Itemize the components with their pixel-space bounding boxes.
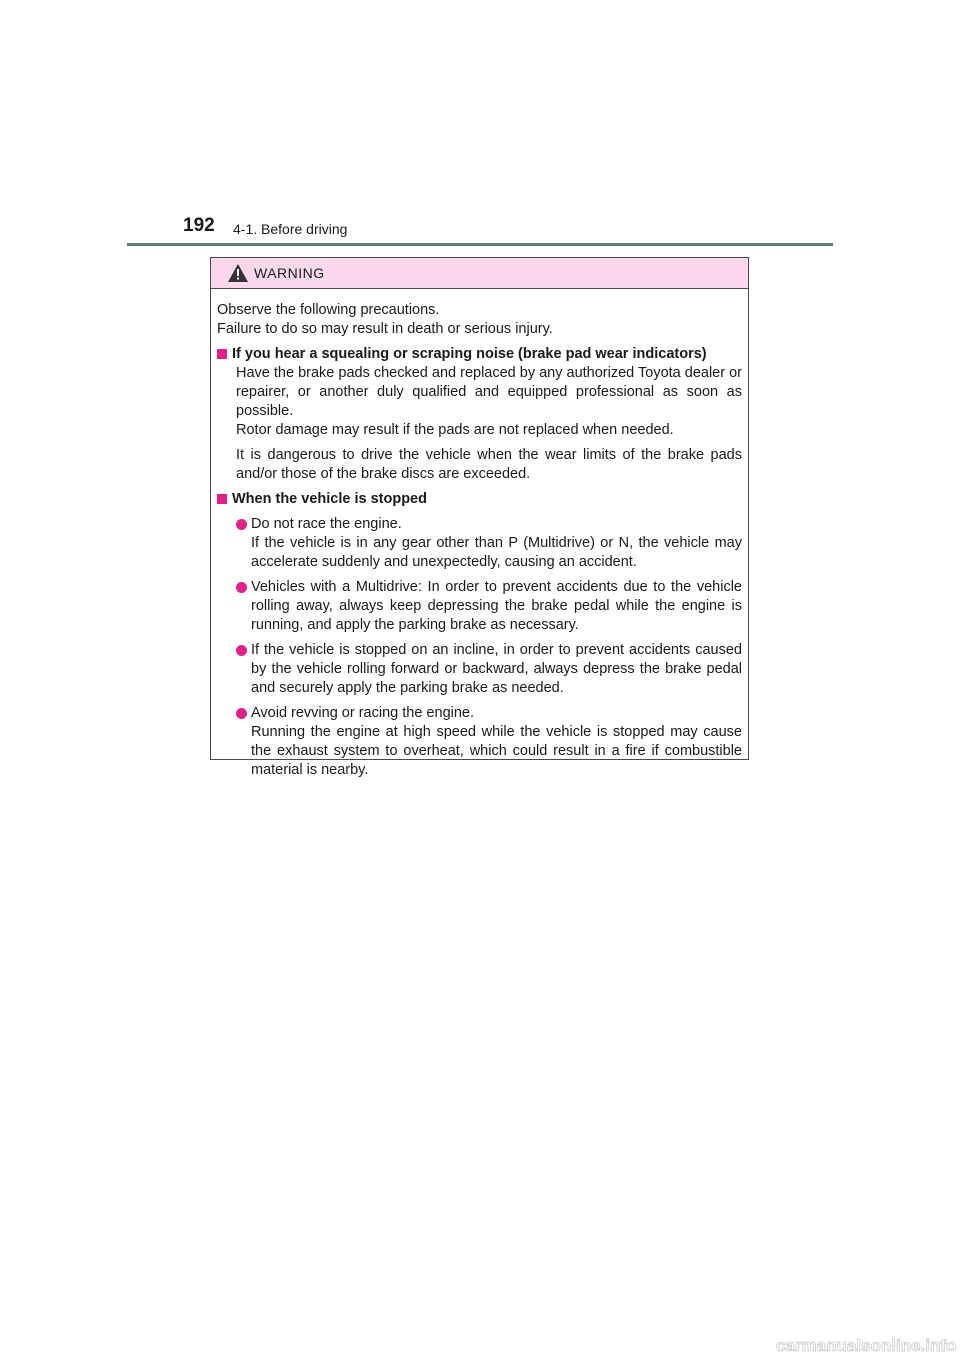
watermark-text: carmanualsonline.info [776, 1336, 957, 1355]
item-paragraph: Rotor damage may result if the pads are not replaced when needed. [236, 422, 674, 438]
item-heading [217, 490, 742, 509]
bullet-text: Do not race the engine. [251, 516, 402, 532]
warning-item-brake-pads [217, 345, 742, 484]
intro-line: Failure to do so may result in death or serious injury. [217, 321, 553, 337]
circle-bullet-icon [236, 708, 247, 719]
bullet-text: If the vehicle is in any gear other than P (Multidrive) or N, the vehicle may accelerate suddenly and unexpectedly, causing an accident. [251, 535, 742, 570]
section-title: 4-1. Before driving [233, 221, 348, 237]
warning-triangle-icon [228, 264, 248, 282]
header-divider [127, 243, 833, 246]
intro-line: Observe the following precautions. [217, 302, 440, 318]
warning-box [210, 257, 749, 778]
bullet-text: Vehicles with a Multidrive: In order to prevent accidents due to the vehicle rolling away, always keep depressing the brake pedal while the engine is running, and apply the parking brake as necessary. [251, 579, 742, 633]
item-heading-text: If you hear a squealing or scraping noise (brake pad wear indicators) [232, 346, 707, 362]
item-paragraph: Have the brake pads checked and replaced by any authorized Toyota dealer or repairer, or another duly qualified and equipped professional as soon as possible. [236, 365, 742, 419]
warning-header [211, 258, 748, 289]
circle-bullet-icon [236, 582, 247, 593]
page-number: 192 [183, 215, 215, 236]
circle-bullet-icon [236, 645, 247, 656]
warning-body [211, 289, 748, 780]
list-item [236, 704, 742, 780]
bullet-text: Avoid revving or racing the engine. [251, 705, 475, 721]
warning-item-vehicle-stopped [217, 490, 742, 780]
watermark-logo [774, 1330, 960, 1358]
item-heading [217, 345, 742, 364]
bullet-text: If the vehicle is stopped on an incline, in order to prevent accidents caused by the vehicle rolling forward or backward, always depress the brake pedal and securely apply the parking brake as needed. [251, 642, 742, 696]
list-item [236, 578, 742, 635]
list-item [236, 515, 742, 572]
intro-text [217, 301, 742, 339]
circle-bullet-icon [236, 519, 247, 530]
square-bullet-icon [217, 494, 227, 504]
item-heading-text: When the vehicle is stopped [232, 491, 427, 507]
square-bullet-icon [217, 349, 227, 359]
bullet-text: Running the engine at high speed while the vehicle is stopped may cause the exhaust system to overheat, which could result in a fire if combustible material is nearby. [251, 724, 742, 778]
item-paragraph: It is dangerous to drive the vehicle when the wear limits of the brake pads and/or those of the brake discs are exceeded. [236, 447, 742, 482]
list-item [236, 641, 742, 698]
warning-title: WARNING [254, 265, 325, 281]
